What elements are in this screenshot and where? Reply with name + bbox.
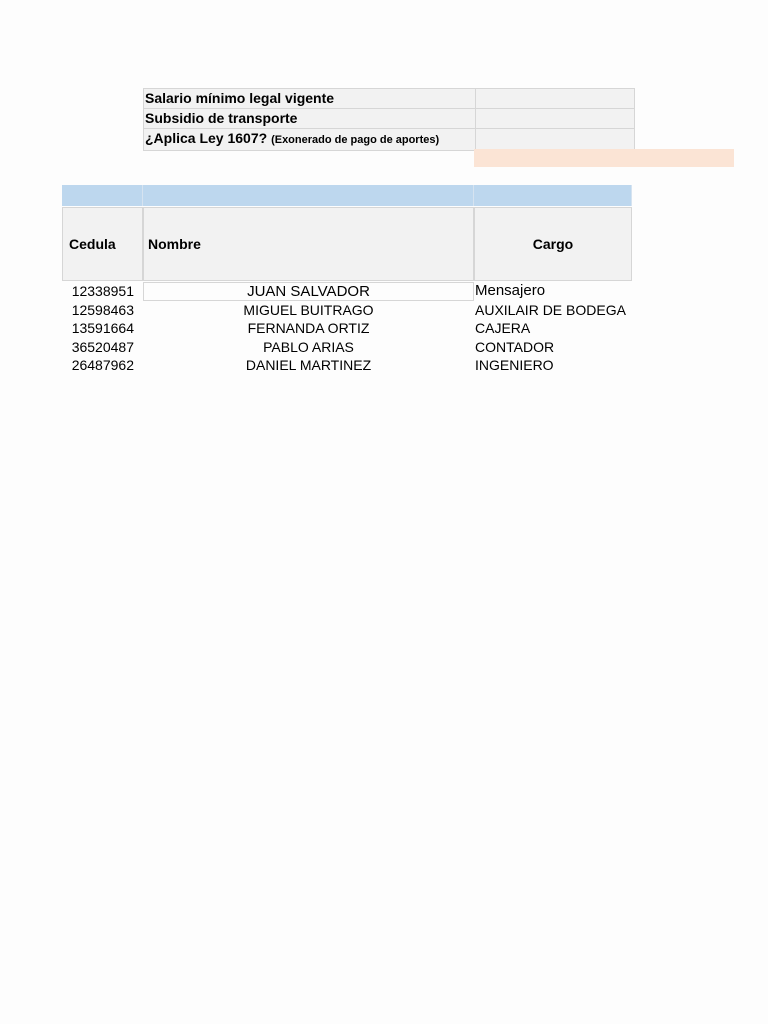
cargo-cell[interactable]: INGENIERO [475,357,554,373]
ley-note: (Exonerado de pago de aportes) [271,134,440,146]
employee-rows [62,282,674,375]
cargo-cell[interactable]: CAJERA [475,320,531,336]
nombre-cell[interactable]: JUAN SALVADOR [143,282,474,301]
subsidio-value-cell[interactable] [476,109,635,129]
nombre-cell[interactable]: PABLO ARIAS [263,338,354,355]
table-row [62,301,674,320]
blue-band-cell-cedula[interactable] [62,185,143,206]
salario-value-cell[interactable] [476,89,635,109]
cargo-cell[interactable]: Mensajero [475,282,546,299]
param-row-ley [144,129,635,151]
table-row [62,338,674,357]
blue-band-cell-cargo[interactable] [474,185,632,206]
nombre-cell[interactable]: FERNANDA ORTIZ [247,320,370,336]
cargo-cell[interactable]: CONTADOR [475,338,555,355]
ley-label-cell [144,129,476,151]
highlighted-cell-band[interactable] [474,149,734,167]
param-row-subsidio [144,109,635,129]
blue-header-band [62,185,632,206]
parameters-table [143,88,635,151]
header-nombre[interactable]: Nombre [143,207,474,281]
param-row-salario [144,89,635,109]
nombre-cell[interactable]: DANIEL MARTINEZ [245,357,372,373]
cedula-cell[interactable]: 13591664 [71,320,134,336]
header-cargo[interactable]: Cargo [474,207,632,281]
table-row [62,356,674,375]
salario-label: Salario mínimo legal vigente [144,89,476,109]
ley-label: ¿Aplica Ley 1607? [145,130,268,146]
cedula-cell[interactable]: 26487962 [71,357,134,373]
cargo-cell[interactable]: AUXILAIR DE BODEGA [475,301,626,318]
nombre-cell[interactable]: MIGUEL BUITRAGO [243,301,374,318]
header-cedula[interactable]: Cedula [62,207,143,281]
cedula-cell[interactable]: 12598463 [71,301,134,318]
table-header-row [62,207,632,281]
subsidio-label: Subsidio de transporte [144,109,476,129]
blue-band-cell-nombre[interactable] [143,185,474,206]
ley-value-cell[interactable] [476,129,635,151]
table-row [62,282,674,301]
table-row [62,319,674,338]
cedula-cell[interactable]: 36520487 [71,338,134,355]
cedula-cell[interactable]: 12338951 [71,283,134,299]
